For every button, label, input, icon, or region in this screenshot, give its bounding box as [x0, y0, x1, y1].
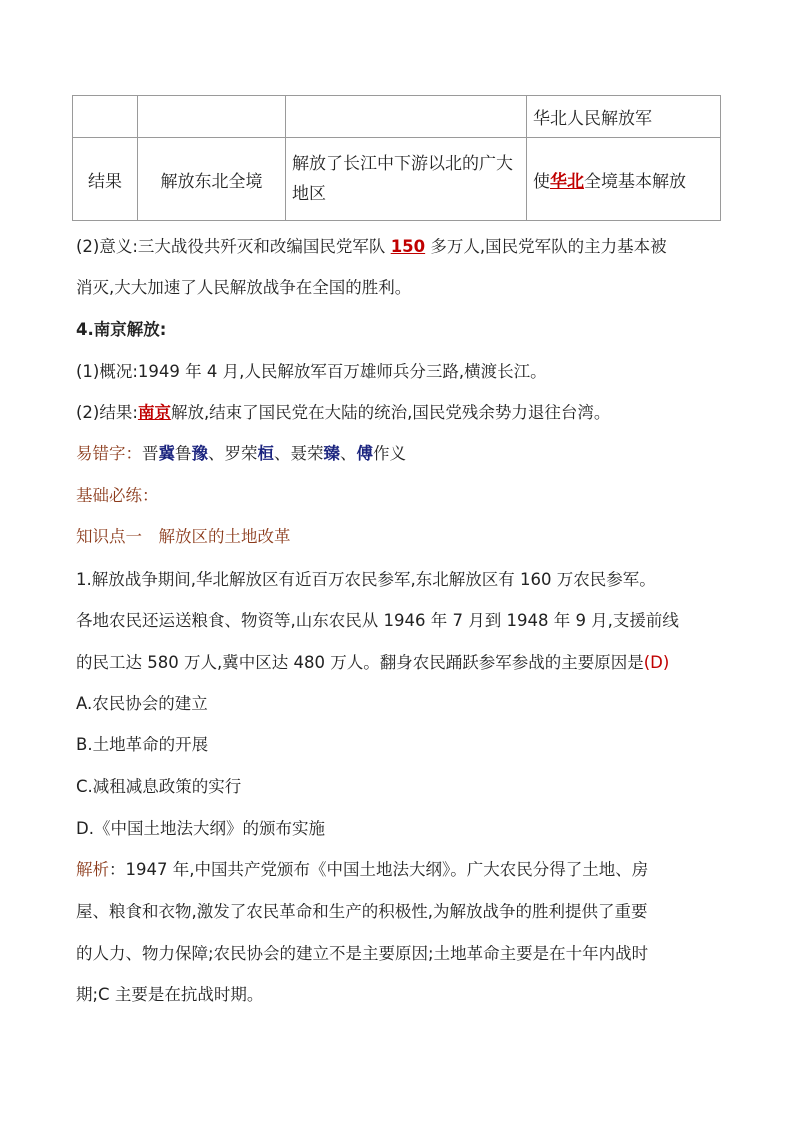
- text: 使: [533, 171, 550, 192]
- text: 解放,结束了国民党在大陆的统治,国民党残余势力退往台湾。: [170, 403, 611, 422]
- text: 的民工达 580 万人,冀中区达 480 万人。翻身农民踊跃参军参战的主要原因是: [76, 653, 644, 672]
- table-cell: 解放东北全境: [138, 138, 286, 221]
- option-c: C.减租减息政策的实行: [76, 777, 242, 796]
- highlight-char: 臻: [323, 444, 340, 463]
- text: 多万人,国民党军队的主力基本被: [425, 237, 667, 256]
- text: 、: [340, 444, 357, 463]
- battle-results-table: [72, 95, 721, 221]
- text: 全境基本解放: [584, 171, 686, 192]
- section-heading: 4.南京解放:: [76, 320, 167, 339]
- table-cell: [73, 96, 138, 138]
- key-term: 华北: [550, 171, 584, 192]
- row-header-result: 结果: [73, 138, 138, 221]
- text: 晋: [142, 444, 159, 463]
- question-line-3: [76, 649, 669, 673]
- answer: (D): [643, 653, 670, 672]
- key-number: 150: [390, 237, 426, 256]
- table-cell: 华北人民解放军: [527, 96, 721, 138]
- key-term: 南京: [137, 403, 171, 422]
- highlight-char: 冀: [158, 444, 175, 463]
- question-line-1: 1.解放战争期间,华北解放区有近百万农民参军,东北解放区有 160 万农民参军。: [76, 570, 656, 589]
- text: (2)意义:三大战役共歼灭和改编国民党军队: [76, 237, 391, 256]
- nanjing-overview: (1)概况:1949 年 4 月,人民解放军百万雄师兵分三路,横渡长江。: [76, 362, 547, 381]
- question-line-2: 各地农民还运送粮食、物资等,山东农民从 1946 年 7 月到 1948 年 9 月,支援前线: [76, 611, 679, 630]
- table-row: [73, 138, 721, 221]
- significance-line-1: [76, 233, 667, 257]
- highlight-char: 桓: [257, 444, 274, 463]
- table-cell: 解放了长江中下游以北的广大地区: [286, 138, 527, 221]
- table-row: [73, 96, 721, 138]
- analysis-line-4: 期;C 主要是在抗战时期。: [76, 985, 264, 1004]
- text: (2)结果:: [76, 403, 138, 422]
- basics-label: 基础必练：: [76, 486, 159, 505]
- highlight-char: 傅: [356, 444, 373, 463]
- text: 、罗荣: [208, 444, 258, 463]
- highlight-char: 豫: [191, 444, 208, 463]
- analysis-label: 解析: [76, 860, 109, 879]
- table-cell: [138, 96, 286, 138]
- nanjing-result: [76, 399, 610, 423]
- knowledge-point-title: 知识点一 解放区的土地改革: [76, 527, 291, 546]
- analysis-line-2: 屋、粮食和衣物,激发了农民革命和生产的积极性,为解放战争的胜利提供了重要: [76, 902, 648, 921]
- analysis-line-1: [76, 856, 648, 880]
- typo-line: [76, 440, 406, 464]
- typo-label: 易错字：: [76, 444, 142, 463]
- text: 、聂荣: [274, 444, 324, 463]
- text: 作义: [373, 444, 406, 463]
- significance-line-2: 消灭,大大加速了人民解放战争在全国的胜利。: [76, 278, 412, 297]
- analysis-line-3: 的人力、物力保障;农民协会的建立不是主要原因;土地革命主要是在十年内战时: [76, 944, 649, 963]
- option-a: A.农民协会的建立: [76, 694, 208, 713]
- text: 鲁: [175, 444, 192, 463]
- text: ：1947 年,中国共产党颁布《中国土地法大纲》。广大农民分得了土地、房: [109, 860, 649, 879]
- option-d: D.《中国土地法大纲》的颁布实施: [76, 819, 325, 838]
- table-cell: [527, 138, 721, 221]
- option-b: B.土地革命的开展: [76, 735, 209, 754]
- table-cell: [286, 96, 527, 138]
